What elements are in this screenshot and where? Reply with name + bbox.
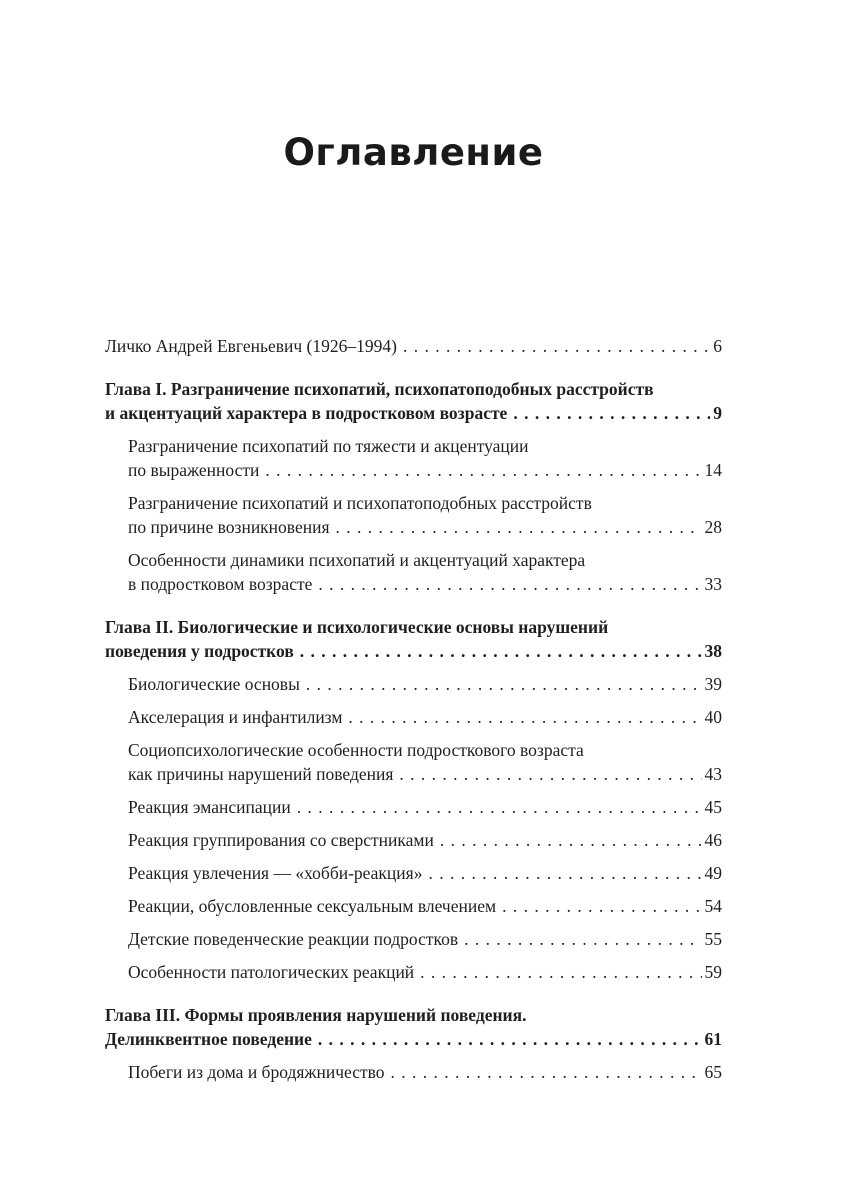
dot-leader [399,762,701,786]
page-title: Оглавление [283,131,544,174]
toc-entry [105,548,722,596]
page-number: 6 [713,336,722,356]
toc-entry [105,1060,722,1084]
page-number: 39 [704,674,722,694]
page-number: 14 [704,460,722,480]
dot-leader [306,672,702,696]
dot-leader [297,795,702,819]
toc-entry-text: по причине возникновения [128,517,330,537]
toc-entry [105,861,722,885]
page-number: 55 [704,929,722,949]
toc-entry [105,491,722,539]
table-of-contents [105,334,722,1084]
page-number: 33 [704,574,722,594]
toc-entry-text: Биологические основы [128,674,300,694]
toc-entry [105,615,722,663]
toc-entry-text: Особенности патологических реакций [128,962,415,982]
toc-entry [105,738,722,786]
dot-leader [265,458,701,482]
toc-entry-text: Глава I. Разграничение психопатий, психопатоподобных расстройств [105,379,654,399]
toc-entry-text: Реакция группирования со сверстниками [128,830,434,850]
dot-leader [502,894,701,918]
toc-entry [105,927,722,951]
page-number: 28 [704,517,722,537]
page-number: 61 [704,1029,722,1049]
toc-entry-text: Личко Андрей Евгеньевич (1926–1994) [105,336,397,356]
page-number: 40 [704,707,722,727]
toc-entry-text: как причины нарушений поведения [128,764,394,784]
dot-leader [300,639,702,663]
toc-entry-text: Разграничение психопатий и психопатоподобных расстройств [128,493,592,513]
page-number: 59 [704,962,722,982]
dot-leader [348,705,701,729]
dot-leader [336,515,702,539]
toc-entry [105,672,722,696]
dot-leader [428,861,701,885]
toc-entry-text: Глава III. Формы проявления нарушений поведения. [105,1005,527,1025]
toc-entry [105,434,722,482]
toc-entry-text: по выраженности [128,460,260,480]
toc-entry-text: Особенности динамики психопатий и акцентуаций характера [128,550,586,570]
toc-entry-text: и акцентуаций характера в подростковом возрасте [105,403,508,423]
toc-entry [105,377,722,425]
toc-entry [105,795,722,819]
toc-entry-text: Реакции, обусловленные сексуальным влечением [128,896,497,916]
toc-entry [105,894,722,918]
toc-entry [105,334,722,358]
toc-entry-text: в подростковом возрасте [128,574,313,594]
page-number: 45 [704,797,722,817]
toc-entry-text: Реакция эмансипации [128,797,291,817]
toc-entry-text: Акселерация и инфантилизм [128,707,343,727]
dot-leader [403,334,710,358]
page-number: 54 [704,896,722,916]
toc-entry [105,828,722,852]
page-number: 65 [704,1062,722,1082]
page-number: 43 [704,764,722,784]
page-number: 38 [704,641,722,661]
toc-entry-text: Глава II. Биологические и психологические основы нарушений [105,617,609,637]
dot-leader [440,828,702,852]
toc-entry [105,705,722,729]
toc-entry [105,960,722,984]
dot-leader [420,960,701,984]
toc-entry-text: Детские поведенческие реакции подростков [128,929,459,949]
toc-entry-text: Разграничение психопатий по тяжести и акцентуации [128,436,529,456]
dot-leader [391,1060,702,1084]
dot-leader [318,1027,702,1051]
page-number: 49 [704,863,722,883]
page-number: 9 [713,403,722,423]
toc-entry-text: Социопсихологические особенности подросткового возраста [128,740,584,760]
toc-entry [105,1003,722,1051]
toc-entry-text: Реакция увлечения — «хобби-реакция» [128,863,423,883]
toc-entry-text: Делинквентное поведение [105,1029,312,1049]
toc-entry-text: поведения у подростков [105,641,294,661]
page-number: 46 [704,830,722,850]
dot-leader [464,927,701,951]
dot-leader [513,401,710,425]
dot-leader [318,572,701,596]
toc-entry-text: Побеги из дома и бродяжничество [128,1062,385,1082]
